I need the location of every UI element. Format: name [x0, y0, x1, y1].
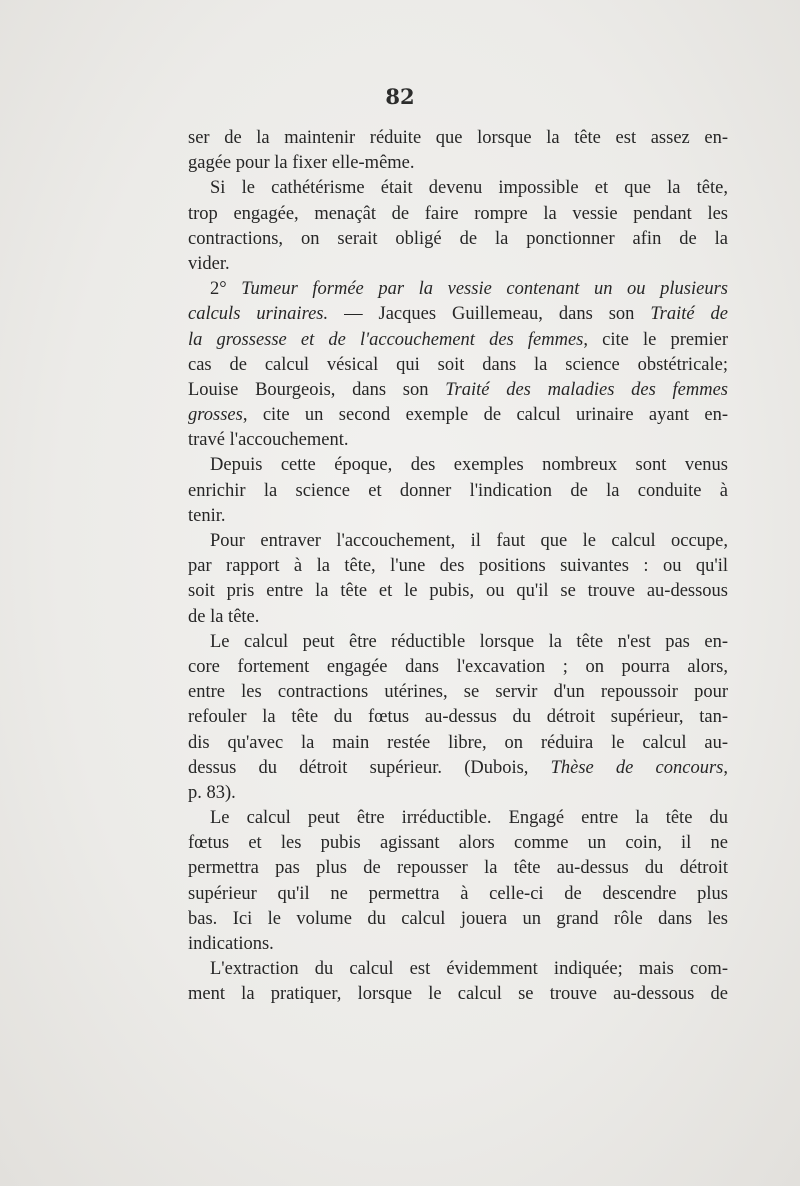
text-line: travé l'accouchement. [188, 430, 349, 451]
text-line: ser de la maintenir réduite que lorsque la tête est assez en- [188, 128, 728, 148]
page-number: 82 [385, 84, 415, 109]
text-line: permettra pas plus de repousser la tête au-dessus du détroit [188, 858, 728, 879]
text-line: refouler la tête du fœtus au-dessus du détroit supérieur, tan- [188, 707, 728, 728]
text-line: p. 83). [188, 782, 236, 803]
text-line: bas. Ici le volume du calcul jouera un grand rôle dans les [188, 908, 728, 929]
text-line: core fortement engagée dans l'excavation ; on pourra alors, [188, 656, 728, 677]
text-line: Si le cathétérisme était devenu impossible et que la tête, [210, 178, 728, 199]
text-line: indications. [188, 934, 274, 954]
text-line: de la tête. [188, 606, 260, 627]
text-line: cas de calcul vésical qui soit dans la science obstétricale; [188, 354, 728, 375]
text-line: L'extraction du calcul est évidemment indiquée; mais com- [210, 959, 728, 980]
text-line: la grossesse et de l'accouchement des femmes, cite le premier [188, 329, 728, 350]
text-line: contractions, on serait obligé de la ponctionner afin de la [188, 228, 728, 249]
text-line: grosses, cite un second exemple de calcul urinaire ayant en- [188, 405, 728, 426]
text-line: vider. [188, 253, 230, 274]
text-line: calculs urinaires. — Jacques Guillemeau, dans son Traité de [188, 304, 728, 325]
text-line: fœtus et les pubis agissant alors comme un coin, il ne [188, 833, 728, 854]
text-line: tenir. [188, 505, 226, 526]
text-line: Pour entraver l'accouchement, il faut que le calcul occupe, [210, 531, 728, 551]
text-line: Louise Bourgeois, dans son Traité des maladies des femmes [188, 379, 728, 400]
text-line: par rapport à la tête, l'une des positions suivantes : ou qu'il [188, 556, 728, 577]
text-line: dessus du détroit supérieur. (Dubois, Thèse de concours, [188, 757, 728, 778]
text-line: dis qu'avec la main restée libre, on réduira le calcul au- [188, 732, 728, 753]
text-line: Le calcul peut être irréductible. Engagé entre la tête du [210, 808, 728, 829]
text-line: Le calcul peut être réductible lorsque la tête n'est pas en- [210, 631, 728, 652]
text-line: soit pris entre la tête et le pubis, ou qu'il se trouve au-dessous [188, 581, 728, 602]
text-line: ment la pratiquer, lorsque le calcul se trouve au-dessous de [188, 984, 728, 1005]
text-line: trop engagée, menaçât de faire rompre la vessie pendant les [188, 203, 728, 224]
text-line: enrichir la science et donner l'indication de la conduite à [188, 480, 728, 501]
text-line: gagée pour la fixer elle-même. [188, 153, 415, 174]
text-line: Depuis cette époque, des exemples nombreux sont venus [210, 455, 728, 476]
text-line: supérieur qu'il ne permettra à celle-ci de descendre plus [188, 883, 728, 904]
text-line: entre les contractions utérines, se servir d'un repoussoir pour [188, 682, 728, 703]
body-text [188, 126, 728, 1008]
text-line: 2° Tumeur formée par la vessie contenant un ou plusieurs [210, 279, 728, 300]
